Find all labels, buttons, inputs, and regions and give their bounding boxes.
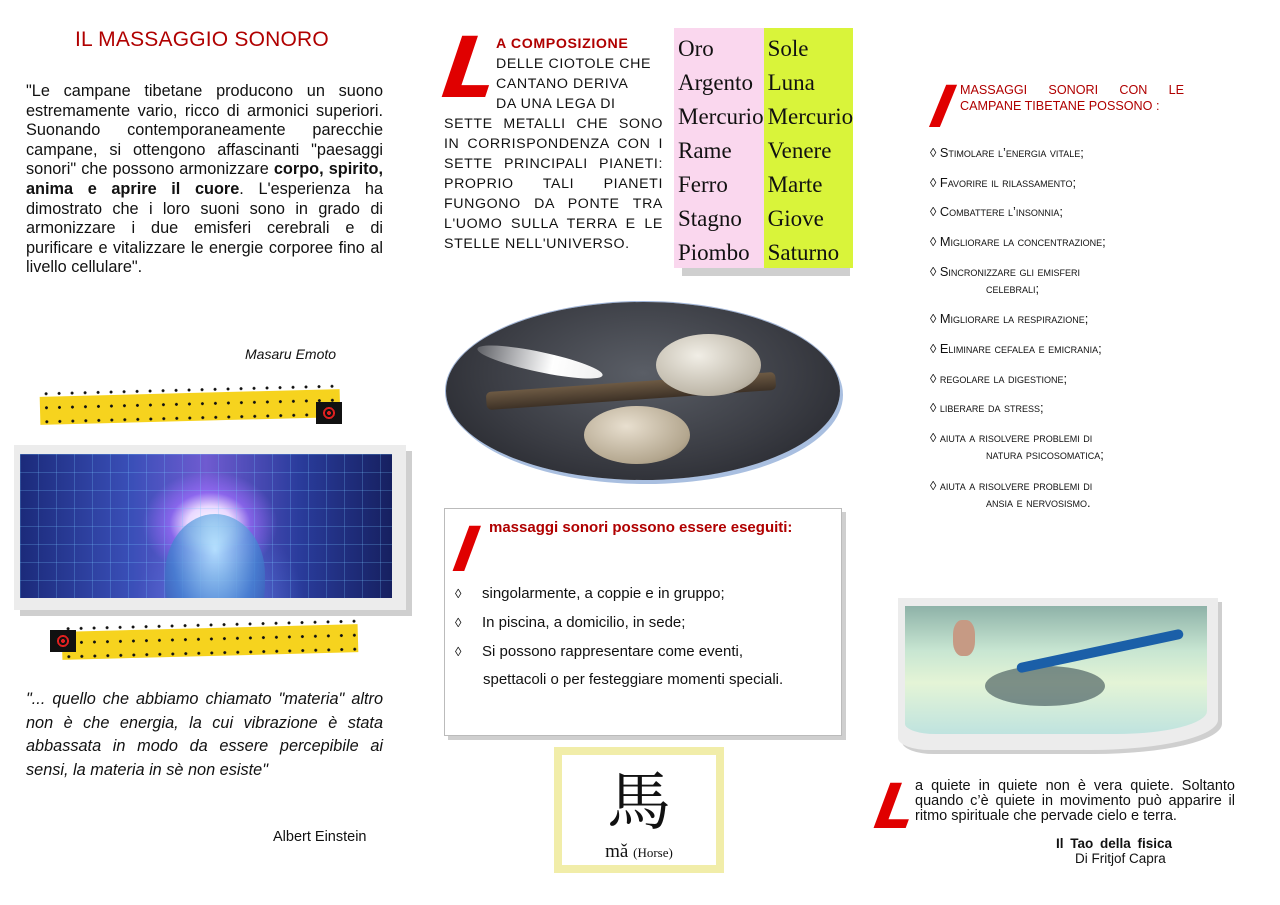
pool-sound-massage-image: [905, 606, 1207, 734]
emoto-quote-bold: corpo, spirito, anima e aprire il cuore: [26, 160, 383, 198]
decorative-band-bottom: [62, 624, 359, 660]
diamond-bullet-icon: ◊: [930, 175, 940, 190]
metal-item: Piombo: [678, 240, 750, 265]
benefit-item: ◊ Combattere l’insonnia;: [930, 204, 1063, 219]
metal-item: Mercurio: [678, 104, 764, 129]
planet-item: Giove: [767, 206, 824, 231]
metal-item: Rame: [678, 138, 732, 163]
massage-heading: massaggi sonori possono essere eseguiti:: [489, 519, 793, 536]
massage-dropcap: I: [448, 513, 485, 586]
diamond-bullet-icon: ◊: [930, 204, 940, 219]
benefit-item: ◊ Stimolare l’energia vitale;: [930, 145, 1084, 160]
chinese-character: 馬: [607, 766, 671, 840]
tao-book-title: Il Tao della fisica: [1056, 836, 1173, 851]
planet-item: Mercurio: [767, 104, 854, 129]
benefit-item: ◊ aiuta a risolvere problemi di natura psicosomatica;: [930, 430, 1104, 462]
list-item-continuation: spettacoli o per festeggiare momenti speciali.: [483, 671, 784, 688]
diamond-bullet-icon: ◊: [455, 615, 462, 630]
benefit-item: ◊ regolare la digestione;: [930, 371, 1068, 386]
composition-text: A COMPOSIZIONE DELLE CIOTOLE CHE CANTANO DERIVA DA UNA LEGA DI SETTE METALLI CHE SONO IN CORRISPONDENZA CON I SETTE PRINCIPALI PIANETI: PROPRIO TALI PIANETI FUNGONO DA PONTE TRA L'UOMO SULLA TERRA E LE STELLE NELL'UNIVERSO.: [444, 36, 663, 252]
benefit-item: ◊ aiuta a risolvere problemi di ansia e nervosismo.: [930, 478, 1093, 510]
list-item: ◊ In piscina, a domicilio, in sede;: [455, 614, 686, 631]
diamond-bullet-icon: ◊: [930, 264, 940, 279]
list-item: ◊ singolarmente, a coppie e in gruppo;: [455, 585, 725, 602]
composition-dropcap: L: [437, 19, 505, 117]
emoto-quote: "Le campane tibetane producono un suono estremamente vario, ricco di armonici superiori. Suonando contemporaneamente parecchie campane, si ottengono affascinanti "paesaggi sonori" che possono armonizzare corpo, spirito, anima e aprire il cuore. L'esperienza ha dimostrato che i loro suoni sono in grado di armonizzare i due emisferi cerebrali e di purificare e vitalizzare le energie corporee fino al livello cellulare".: [26, 82, 383, 277]
metal-item: Argento: [678, 70, 753, 95]
tao-dropcap: L: [869, 770, 923, 843]
metals-column: [674, 28, 764, 268]
planet-item: Sole: [767, 36, 809, 61]
benefit-item: ◊ Eliminare cefalea e emicrania;: [930, 341, 1102, 356]
page-title: IL MASSAGGIO SONORO: [75, 28, 329, 51]
balanced-stones-image: [446, 302, 840, 480]
planets-column: [764, 28, 854, 268]
horse-character-card: [554, 747, 724, 873]
emoto-author: Masaru Emoto: [245, 346, 337, 362]
tao-author: Di Fritjof Capra: [1075, 851, 1166, 866]
diamond-bullet-icon: ◊: [930, 400, 940, 415]
diamond-bullet-icon: ◊: [930, 478, 940, 493]
benefit-item: ◊ Migliorare la concentrazione;: [930, 234, 1106, 249]
planet-item: Saturno: [767, 240, 840, 265]
planet-item: Luna: [767, 70, 815, 95]
diamond-bullet-icon: ◊: [455, 644, 462, 659]
diamond-bullet-icon: ◊: [930, 341, 940, 356]
diamond-bullet-icon: ◊: [930, 371, 940, 386]
diamond-bullet-icon: ◊: [930, 234, 940, 249]
tao-quote: a quiete in quiete non è vera quiete. Soltanto quando c’è quiete in movimento può apparire il ritmo spirituale che pervade cielo e terra.: [915, 778, 1235, 824]
diamond-bullet-icon: ◊: [455, 586, 462, 601]
planet-item: Marte: [767, 172, 823, 197]
benefit-item: ◊ Migliorare la respirazione;: [930, 311, 1089, 326]
metals-planets-table: [674, 28, 854, 268]
target-icon: [316, 402, 342, 424]
benefit-item: ◊ Favorire il rilassamento;: [930, 175, 1077, 190]
cosmic-brain-image: [20, 454, 392, 598]
benefit-item: ◊ Sincronizzare gli emisferi celebrali;: [930, 264, 1081, 296]
metal-item: Stagno: [678, 206, 742, 231]
diamond-bullet-icon: ◊: [930, 311, 940, 326]
pinyin-label: mǎ (Horse): [605, 841, 673, 862]
benefits-dropcap: I: [924, 73, 961, 141]
einstein-author: Albert Einstein: [273, 829, 367, 845]
benefits-heading: MASSAGGI SONORI CON LE CAMPANE TIBETANE POSSONO :: [960, 83, 1184, 113]
list-item: ◊ Si possono rappresentare come eventi,: [455, 643, 743, 660]
massage-options-box: [444, 508, 842, 736]
metal-item: Ferro: [678, 172, 728, 197]
diamond-bullet-icon: ◊: [930, 430, 940, 445]
planet-item: Venere: [767, 138, 832, 163]
metal-item: Oro: [678, 36, 714, 61]
target-icon: [50, 630, 76, 652]
diamond-bullet-icon: ◊: [930, 145, 940, 160]
decorative-band-top: [40, 389, 341, 425]
einstein-quote: "... quello che abbiamo chiamato "materia" altro non è che energia, la cui vibrazione è stata abbassata in modo da essere percepibile ai sensi, la materia in sè non esiste": [26, 690, 383, 779]
benefit-item: ◊ liberare da stress;: [930, 400, 1044, 415]
